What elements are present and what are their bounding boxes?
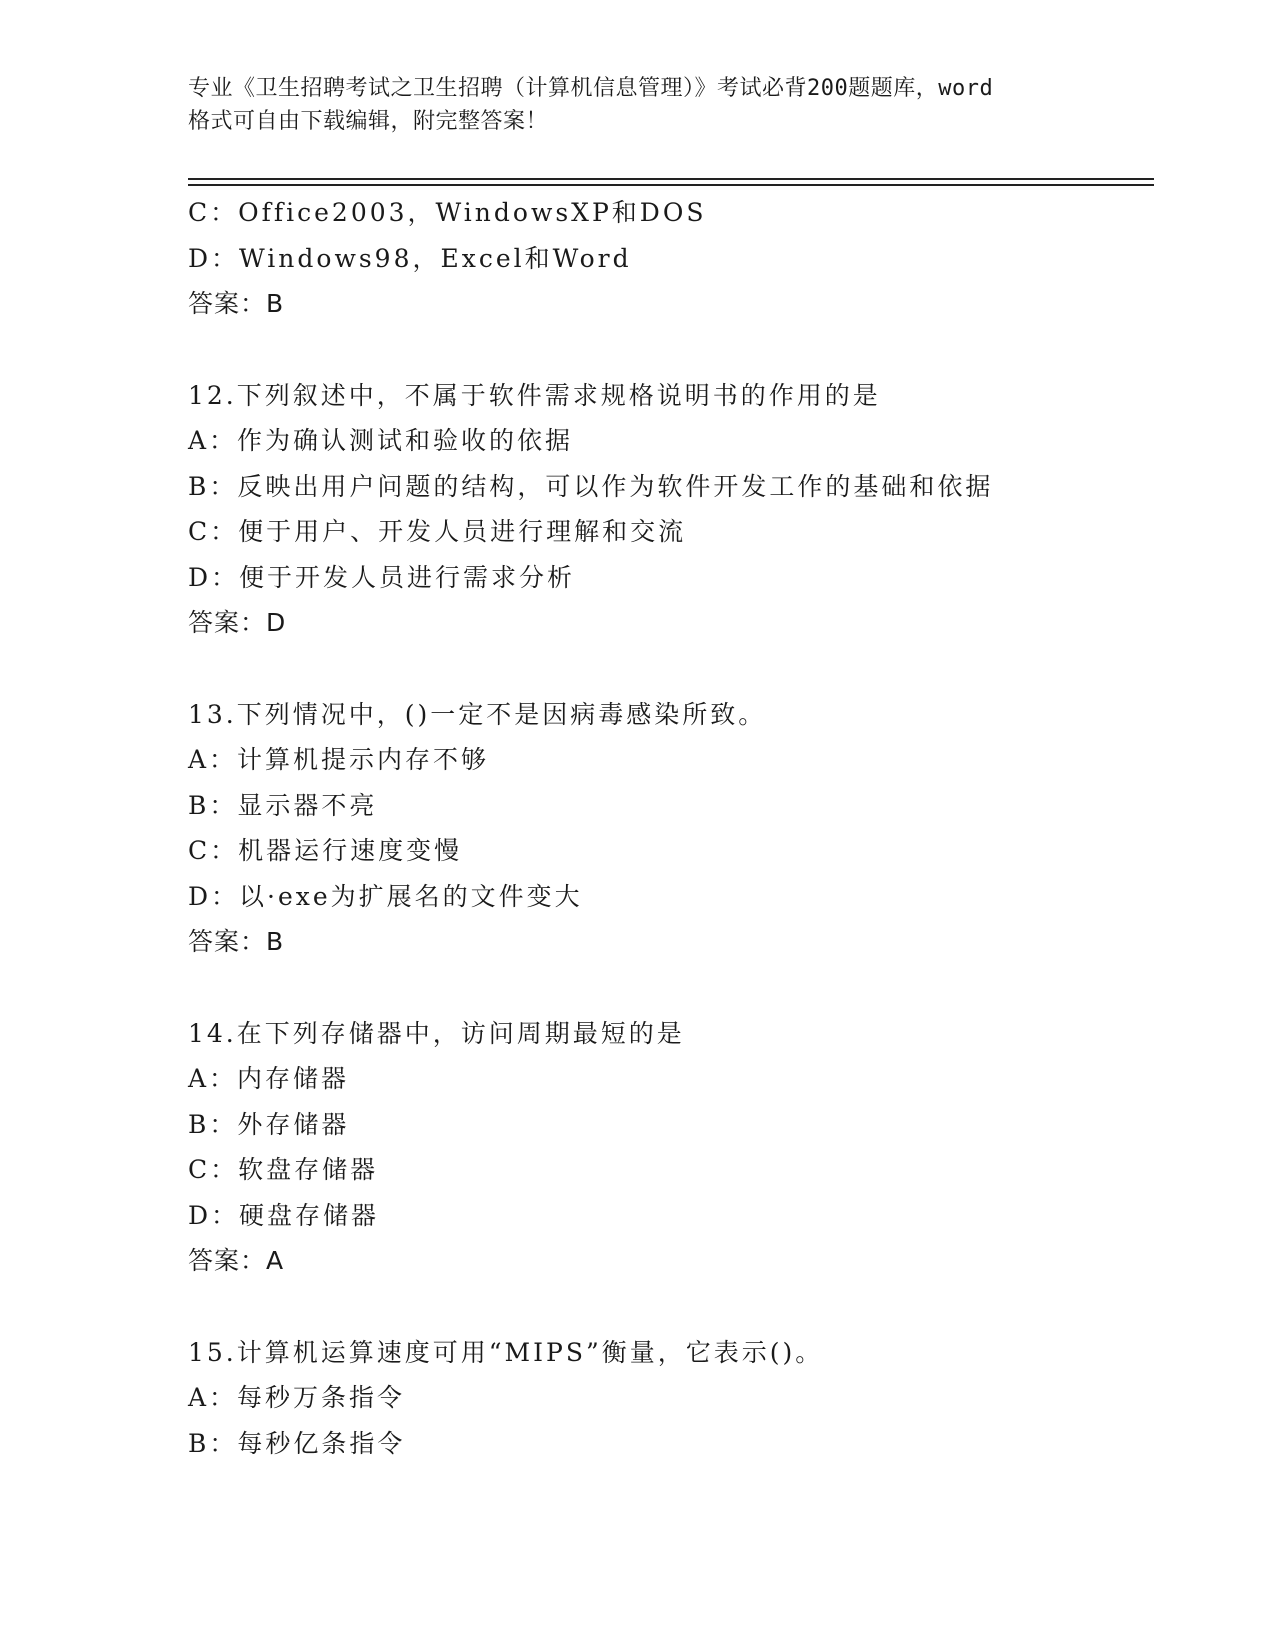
answer-line: 答案：B — [188, 289, 285, 318]
answer-line: 答案：A — [188, 1246, 285, 1275]
option-c: C：机器运行速度变慢 — [188, 836, 463, 865]
option-b: B：显示器不亮 — [188, 790, 378, 820]
question-15 — [188, 1330, 1148, 1467]
option-d: D：硬盘存储器 — [188, 1200, 380, 1230]
question-stem: 14.在下列存储器中，访问周期最短的是 — [188, 1018, 685, 1048]
header-divider-bottom — [188, 184, 1154, 186]
option-b: B：每秒亿条指令 — [188, 1428, 406, 1458]
option-a: A：内存储器 — [188, 1064, 350, 1093]
option-d: D：以·exe为扩展名的文件变大 — [188, 881, 583, 911]
question-13 — [188, 692, 1148, 965]
answer-line: 答案：D — [188, 608, 287, 637]
question-stem: 12.下列叙述中，不属于软件需求规格说明书的作用的是 — [188, 380, 881, 410]
question-12 — [188, 373, 1148, 646]
option-c: C：软盘存储器 — [188, 1155, 379, 1184]
question-list — [188, 190, 1148, 1466]
question-11-continued — [188, 190, 1148, 327]
question-spacer — [188, 646, 1148, 692]
option-a: A：作为确认测试和验收的依据 — [188, 426, 574, 455]
option-b: B：外存储器 — [188, 1109, 350, 1139]
question-14 — [188, 1011, 1148, 1284]
option-a: A：计算机提示内存不够 — [188, 745, 490, 774]
option-d: D：便于开发人员进行需求分析 — [188, 562, 576, 592]
header-line-2: 格式可自由下载编辑，附完整答案！ — [188, 109, 549, 134]
option-c: C：便于用户、开发人员进行理解和交流 — [188, 517, 687, 546]
header-divider-top — [188, 178, 1154, 180]
option-a: A：每秒万条指令 — [188, 1383, 406, 1412]
question-stem: 13.下列情况中，()一定不是因病毒感染所致。 — [188, 699, 767, 729]
header-line-1: 专业《卫生招聘考试之卫生招聘（计算机信息管理）》考试必背200题题库，word — [188, 76, 994, 101]
document-header — [188, 72, 1088, 138]
option-c: C：Office2003，WindowsXP和DOS — [188, 198, 707, 227]
option-d: D：Windows98，Excel和Word — [188, 243, 632, 273]
question-spacer — [188, 1284, 1148, 1330]
answer-line: 答案：B — [188, 927, 285, 956]
question-spacer — [188, 327, 1148, 373]
option-b: B：反映出用户问题的结构，可以作为软件开发工作的基础和依据 — [188, 471, 994, 501]
question-spacer — [188, 965, 1148, 1011]
question-stem: 15.计算机运算速度可用“MIPS”衡量，它表示()。 — [188, 1337, 824, 1367]
